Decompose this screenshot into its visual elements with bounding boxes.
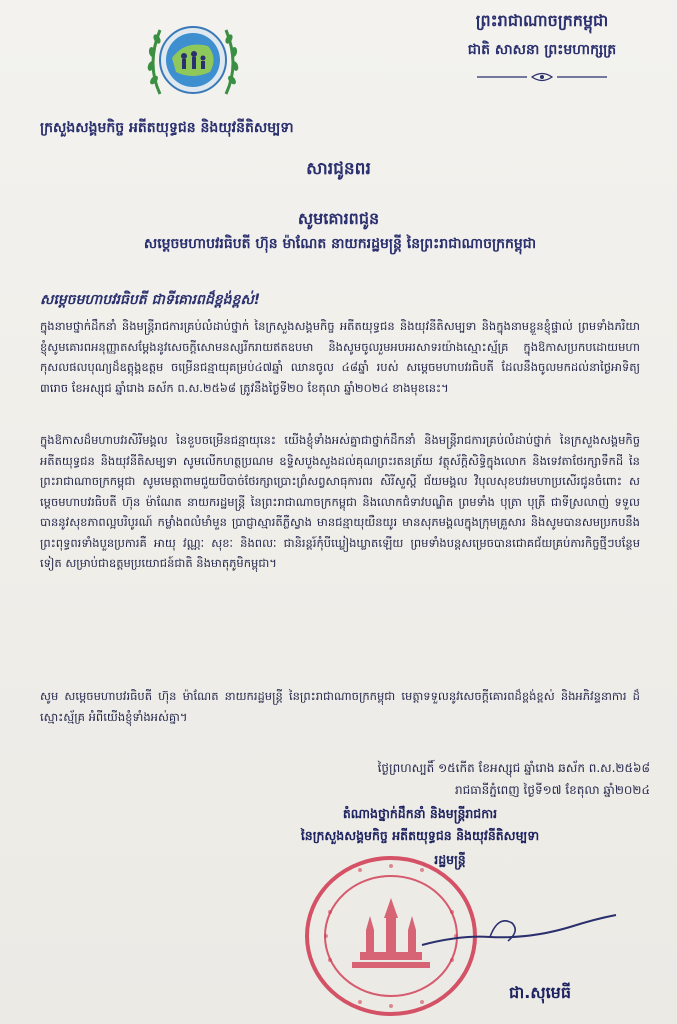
solar-date: រាជធានីភ្នំពេញ ថ្ងៃទី១៧ ខែតុលា ឆ្នាំ២០២៤ <box>454 783 650 797</box>
handwritten-signature-icon <box>420 905 620 955</box>
addressee-heading: សូមគោរពជូន <box>297 209 380 228</box>
letter-subject: សារជូនពរ <box>306 159 371 179</box>
recipient-name: សម្តេចមហាបវរធិបតី ហ៊ុន ម៉ាណែត នាយករដ្ឋមន្ត្រី នៃព្រះរាជាណាចក្រកម្ពុជា <box>143 236 537 252</box>
kingdom-title: ព្រះរាជាណាចក្រកម្ពុជា <box>475 11 609 30</box>
paragraph-1: ក្នុងនាមថ្នាក់ដឹកនាំ និងមន្ត្រីរាជការគ្រប់លំដាប់ថ្នាក់ នៃក្រសួងសង្គមកិច្ច អតីតយុទ្ធជន និងយុវនីតិសម្បទា និងក្នុងនាមខ្លួនខ្ញុំផ្ទាល់ ព្រមទាំងភរិយា ខ្ញុំសូមគោរពអនុញ្ញាតសម្តែងនូវសេចក្តីសោមនស្សរីករាយឥតឧបមា និងសូមចូលរួមអបអរសាទរយ៉ាងស្មោះស្ម័គ្រ ក្នុងឱកាសប្រកបដោយមហាកុសលផលបុណ្យដ៏ឧត្តុង្គឧត្តម ចម្រើនជន្មាយុគម្រប់៤៧ឆ្នាំ ឈានចូល ៤៨ឆ្នាំ របស់ សម្តេចមហាបវរធិបតី ដែលនឹងចូលមកដល់នាថ្ងៃអាទិត្យ ៣រោច ខែអស្សុជ ឆ្នាំរោង ឆស័ក ព.ស.២៥៦៨ ត្រូវនឹងថ្ងៃទី២០ ខែតុលា ឆ្នាំ២០២៤ ខាងមុខនេះ។ <box>40 319 640 395</box>
signer-title-line1: តំណាងថ្នាក់ដឹកនាំ និងមន្ត្រីរាជការ <box>342 806 498 821</box>
salutation: សម្តេចមហាបវរធិបតី ជាទីគោរពដ៏ខ្ពង់ខ្ពស់! <box>40 292 261 308</box>
paragraph-2: ក្នុងឱកាសដ៏មហាបវរសិរីមង្គល នៃខួបចម្រើនជន្មាយុនេះ យើងខ្ញុំទាំងអស់គ្នាជាថ្នាក់ដឹកនាំ និងមន្ត្រីរាជការគ្រប់លំដាប់ថ្នាក់ នៃក្រសួងសង្គមកិច្ច អតីតយុទ្ធជន និងយុវនីតិសម្បទា សូមលើកហត្ថប្រណម ឧទ្ទិសបួងសួងដល់គុណព្រះរតនត្រ័យ វត្ថុស័ក្តិសិទ្ធិក្នុងលោក និងទេវតាថែរក្សាទឹកដី នៃព្រះរាជាណាចក្រកម្ពុជា សូមមេត្តាពាមជួយបីបាច់ថែរក្សាប្រោះព្រំសព្វសាធុការពរ សិរីសួស្តី ជ័យមង្គល វិបុលសុខបវរមហាប្រសើរជូនចំពោះ សម្តេចមហាបវរធិបតី ហ៊ុន ម៉ាណែត នាយករដ្ឋមន្ត្រី នៃព្រះរាជាណាចក្រកម្ពុជា និងលោកជំទាវបណ្ឌិត ព្រមទាំង បុត្រា បុត្រី ជាទីស្រលាញ់ ទទួលបាននូវសុខភាពល្អបរិបូរណ៍ កម្លាំងពលំមាំមួន ប្រាជ្ញាស្មារតីភ្លឺស្វាង មានជន្មាយុយឺនយូរ មានសុភមង្គលក្នុងក្រុមគ្រួសារ និងសូមបានសមប្រកបនឹងព្រះពុទ្ធពរទាំងបួនប្រការគឺ អាយុ វណ្ណៈ សុខៈ និងពលៈ ជានិរន្តរ៍កុំបីឃ្លៀងឃ្លាតឡើយ ព្រមទាំងបន្តសម្រេចបានជោគជ័យគ្រប់ភារកិច្ចថ្មីៗបន្ថែមទៀត សម្រាប់ជាឧត្តមប្រយោជន៍ជាតិ និងមាតុភូមិកម្ពុជា។ <box>40 433 640 570</box>
divider-ornament-icon <box>477 70 607 84</box>
ministry-emblem-icon <box>140 14 246 106</box>
national-motto: ជាតិ សាសនា ព្រះមហាក្សត្រ <box>467 42 617 58</box>
ministry-name: ក្រសួងសង្គមកិច្ច អតីតយុទ្ធជន និងយុវនីតិសម្បទា <box>40 120 294 136</box>
signer-position: រដ្ឋមន្ត្រី <box>434 852 466 867</box>
paragraph-3: សូម សម្តេចមហាបវរធិបតី ហ៊ុន ម៉ាណែត នាយករដ្ឋមន្ត្រី នៃព្រះរាជាណាចក្រកម្ពុជា មេត្តាទទួលនូវសេចក្តីគោរពដ៏ខ្ពង់ខ្ពស់ និងអភិវន្ទនាការ ដ៏ស្មោះស្ម័គ្រ អំពីយើងខ្ញុំទាំងអស់គ្នា។ <box>40 689 640 724</box>
signatory-name: ជា.សុមេធី <box>509 983 571 1002</box>
lunar-date: ថ្ងៃព្រហស្បតិ៍ ១៥កើត ខែអស្សុជ ឆ្នាំរោង ឆស័ក ព.ស.២៥៦៨ <box>377 761 650 775</box>
signer-title-line2: នៃក្រសួងសង្គមកិច្ច អតីតយុទ្ធជន និងយុវនីតិសម្បទា <box>300 828 540 843</box>
